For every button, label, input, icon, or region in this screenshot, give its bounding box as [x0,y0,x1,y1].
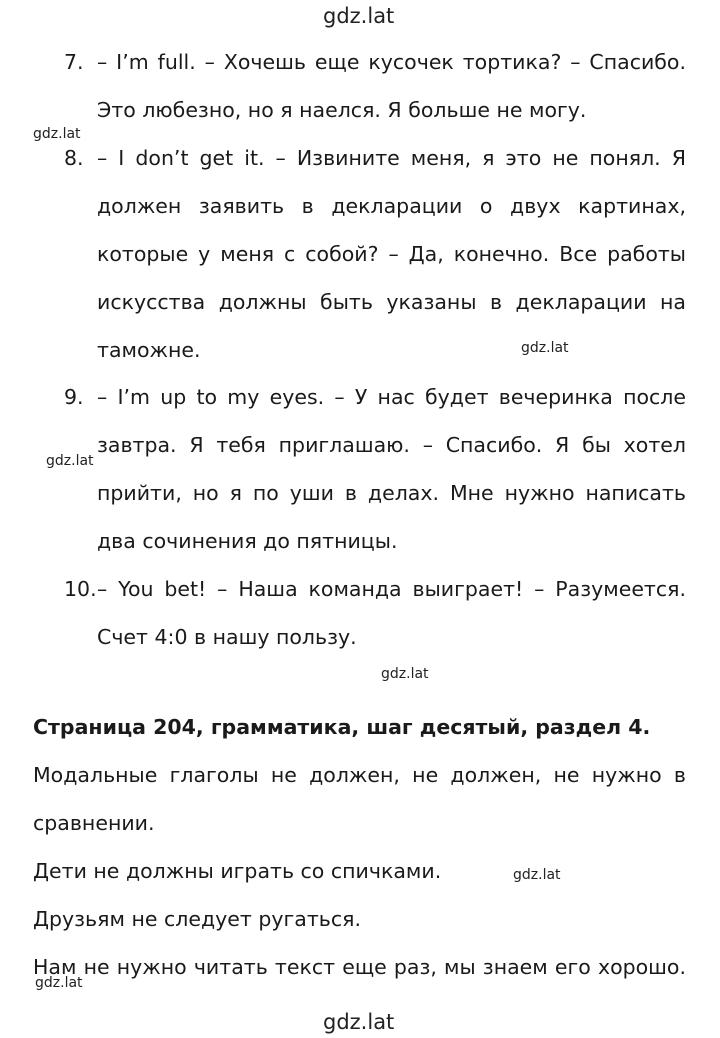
item-number: 8. [64,146,84,170]
paragraph-line: Друзьям не следует ругаться. [33,907,361,931]
paragraph-line: Дети не должны играть со спичками. [33,859,442,883]
section-heading: Страница 204, грамматика, шаг десятый, раздел 4. [33,715,651,739]
item-line: – I don’t get it. – Извините меня, я это не понял. Я [97,146,686,170]
paragraph-line: Модальные глаголы не должен, не должен, не нужно в [33,763,686,787]
item-number: 7. [64,50,84,74]
watermark: gdz.lat [513,867,561,883]
item-line: искусства должны быть указаны в декларации на [97,290,686,314]
watermark-bottom: gdz.lat [323,1010,395,1034]
item-line: – You bet! – Наша команда выиграет! – Разумеется. [97,577,686,601]
watermark-top: gdz.lat [323,4,395,28]
item-line: завтра. Я тебя приглашаю. – Спасибо. Я бы хотел [97,433,686,457]
item-line: прийти, но я по уши в делах. Мне нужно написать [97,481,686,505]
item-line: должен заявить в декларации о двух картинах, [97,194,686,218]
item-line: которые у меня с собой? – Да, конечно. Все работы [97,242,686,266]
paragraph-line: сравнении. [33,811,155,835]
watermark: gdz.lat [46,453,94,469]
watermark: gdz.lat [33,126,81,142]
watermark: gdz.lat [35,975,83,991]
watermark: gdz.lat [521,340,569,356]
item-number: 10. [64,577,97,601]
item-line: Счет 4:0 в нашу пользу. [97,625,357,649]
paragraph-line: Нам не нужно читать текст еще раз, мы знаем его хорошо. [33,955,686,979]
item-line: – I’m up to my eyes. – У нас будет вечеринка после [97,385,686,409]
item-line: два сочинения до пятницы. [97,529,398,553]
watermark: gdz.lat [381,666,429,682]
item-line: Это любезно, но я наелся. Я больше не могу. [97,98,587,122]
item-line: – I’m full. – Хочешь еще кусочек тортика? – Спасибо. [97,50,686,74]
item-line: таможне. [97,338,201,362]
item-number: 9. [64,385,84,409]
